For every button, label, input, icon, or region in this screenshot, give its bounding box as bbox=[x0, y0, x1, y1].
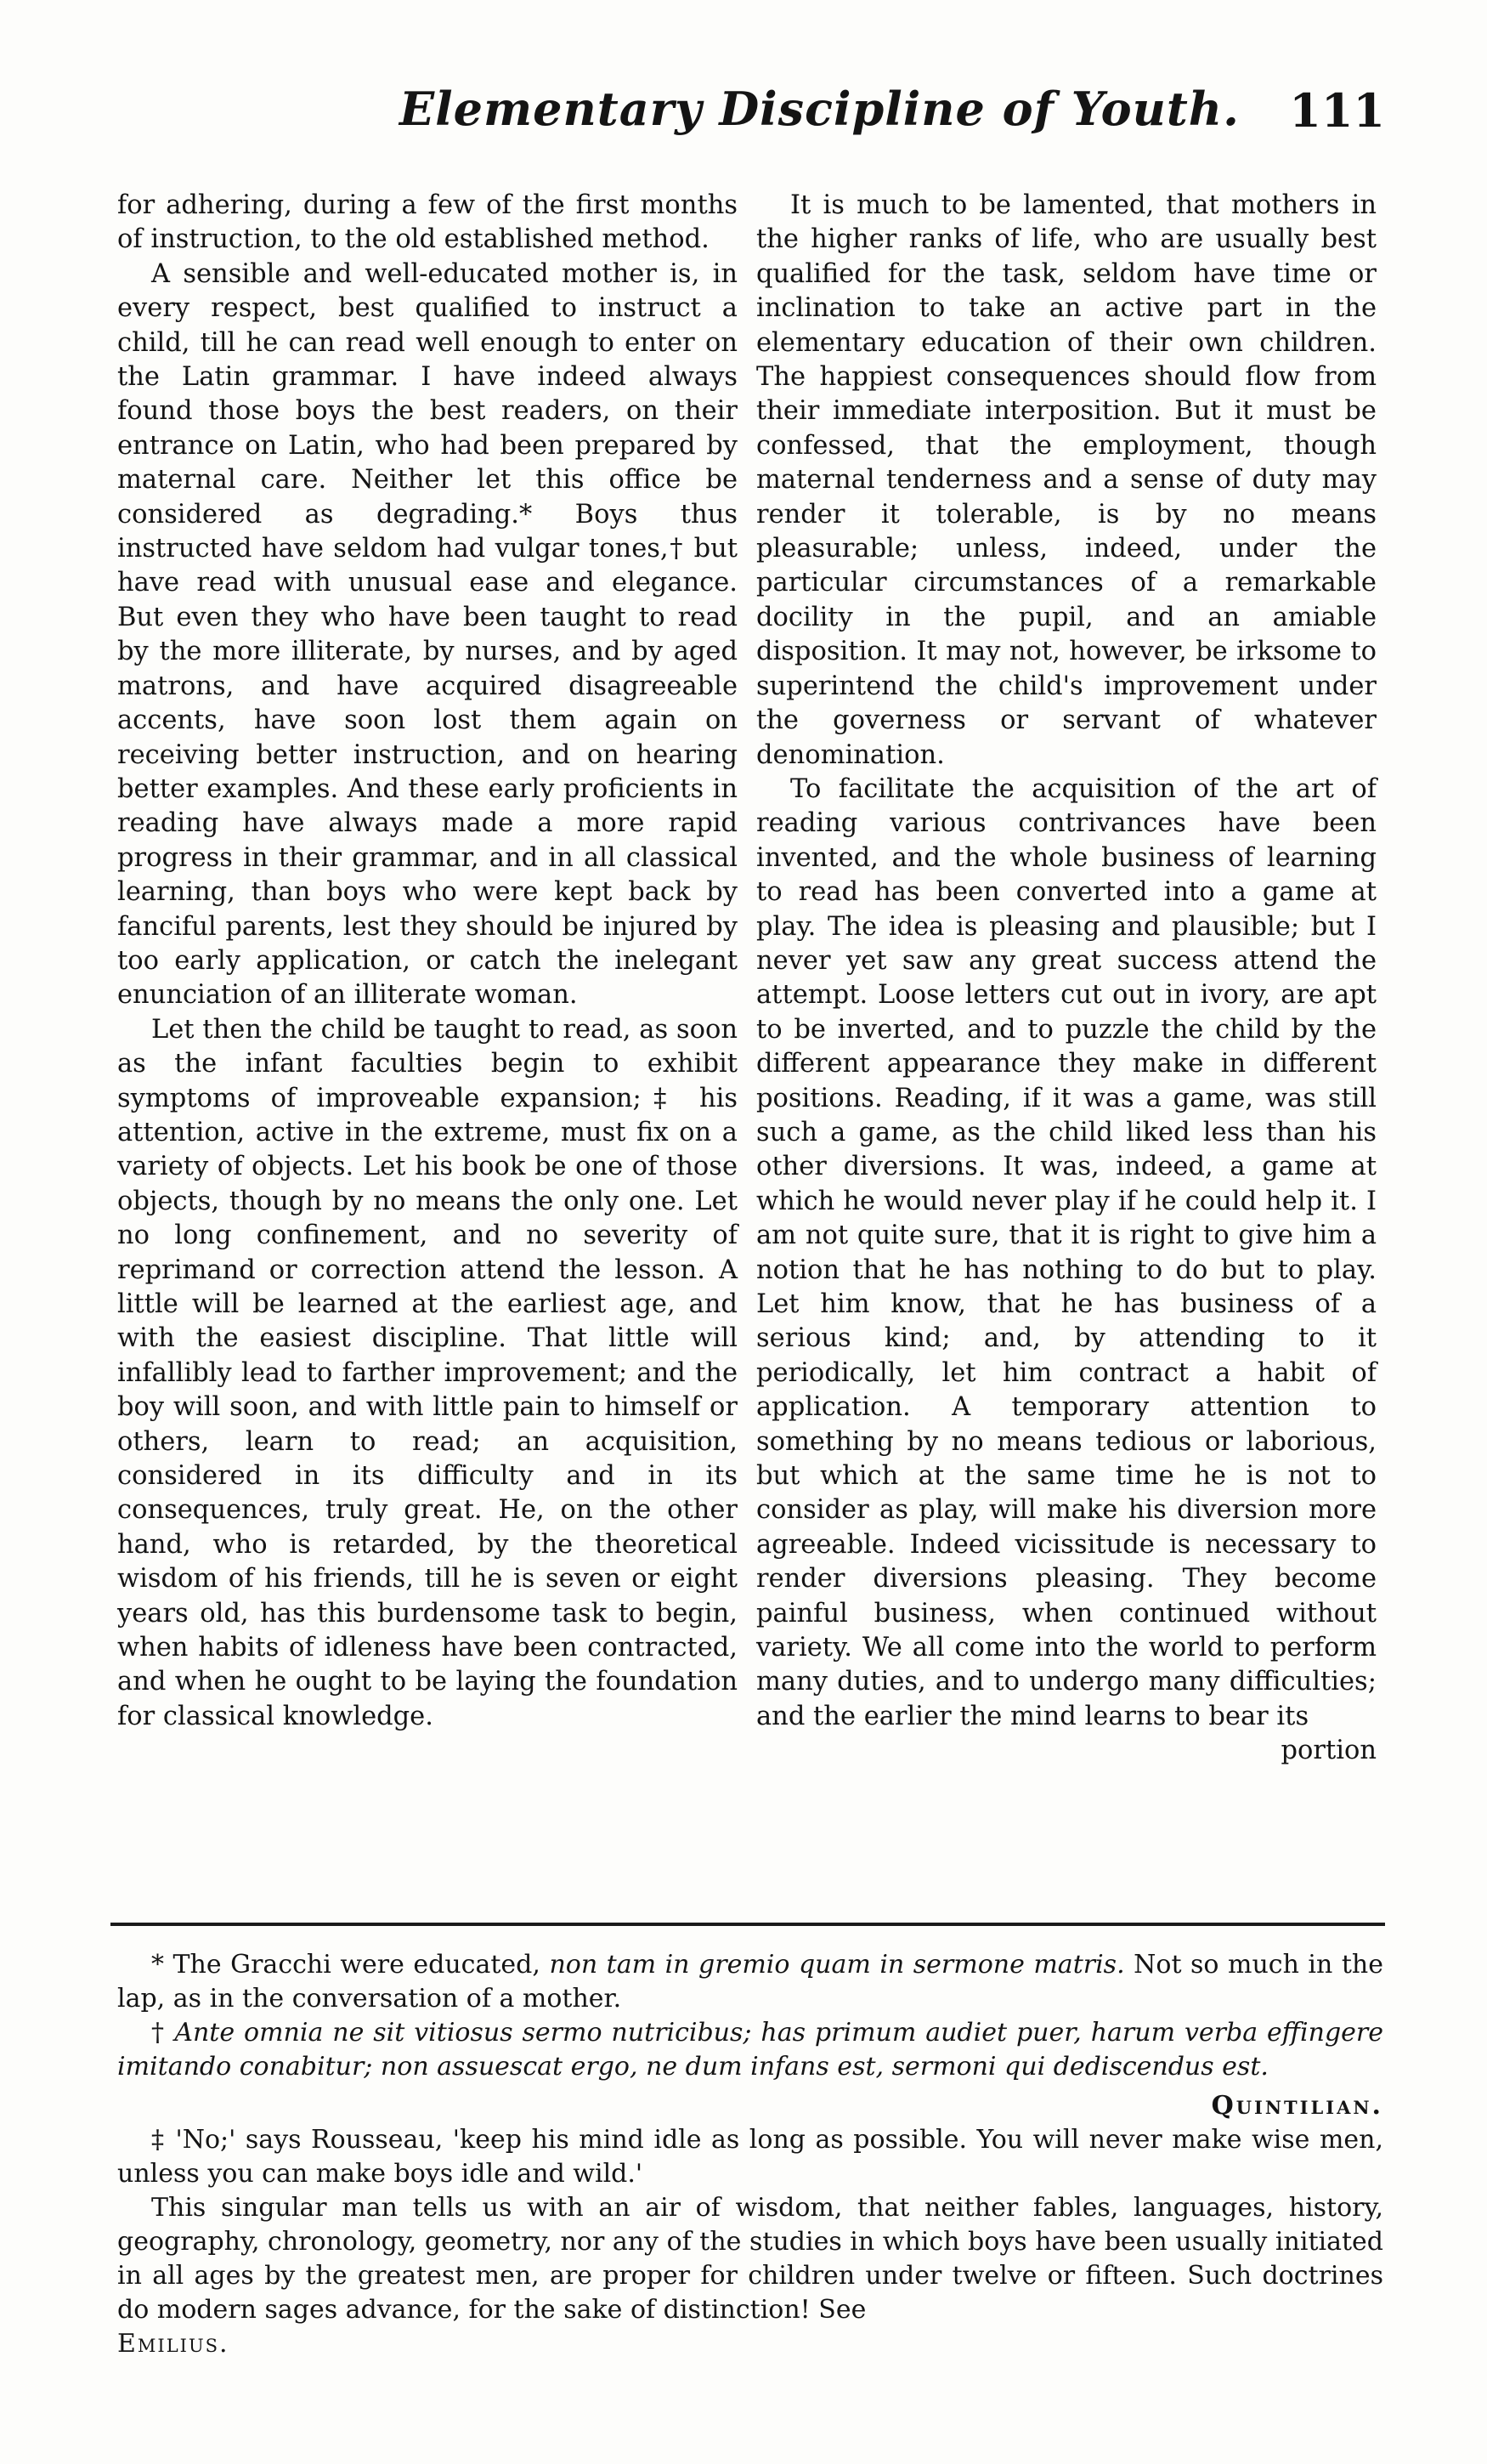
footnote-3: ‡ 'No;' says Rousseau, 'keep his mind idle as long as possible. You will never make wise men, unless you can make boys idle and wild.' bbox=[117, 2125, 1383, 2189]
footnote-1-text: * The Gracchi were educated, bbox=[151, 1950, 550, 1980]
footnote-4-reference: Emilius. bbox=[117, 2329, 229, 2359]
running-title: Elementary Discipline of Youth. bbox=[399, 82, 1240, 136]
footnote-rule bbox=[110, 1923, 1385, 1926]
footnotes bbox=[117, 1948, 1383, 2361]
paragraph: A sensible and well-educated mother is, in every respect, best qualified to instruct a child, till he can read well enough to enter on the Latin grammar. I have indeed always found those boys the best readers, on their entrance on Latin, who had been prepared by maternal care. Neither let this office be considered as degrading.* Boys thus instructed have seldom had vulgar tones,† but have read with unusual ease and elegance. But even they who have been taught to read by the more illiterate, by nurses, and by aged matrons, and have acquired disagreeable accents, have soon lost them again on receiving better instruction, and on hearing better examples. And these early proficients in reading have always made a more rapid progress in their grammar, and in all classical learning, than boys who were kept back by fanciful parents, lest they should be injured by too early application, or catch the inelegant enunciation of an illiterate woman. bbox=[117, 258, 738, 1011]
paragraph: It is much to be lamented, that mothers in the higher ranks of life, who are usually best qualified for the task, seldom have time or inclination to take an active part in the elementary education of their own children. The happiest consequences should flow from their immediate interposition. But it must be confessed, that the employment, though maternal tenderness and a sense of duty may render it tolerable, is by no means pleasurable; unless, indeed, under the particular circumstances of a remarkable docility in the pupil, and an amiable disposition. It may not, however, be irksome to superintend the child's improvement under the governess or servant of whatever denomination. bbox=[756, 190, 1377, 770]
page-number: 111 bbox=[1289, 83, 1385, 138]
footnote-4-text: This singular man tells us with an air of wisdom, that neither fables, languages, history, geography, chronology, geometry, nor any of the studies in which boys have been usually initiated in all ages by the greatest men, are proper for children under twelve or fifteen. Such doctrines do modern sages advance, for the sake of distinction! See bbox=[117, 2193, 1383, 2325]
footnote-1 bbox=[117, 1948, 1383, 2016]
footnote-1-translation: Not so much in the lap, as in the conversation of a mother. bbox=[117, 1950, 1383, 2014]
paragraph: for adhering, during a few of the first months of instruction, to the old established method. bbox=[117, 190, 738, 255]
footnote-2-attribution: Quintilian. bbox=[1211, 2091, 1383, 2121]
footnote-4 bbox=[117, 2191, 1383, 2361]
catchword: portion bbox=[1281, 1736, 1377, 1766]
footnote-2-latin: Ante omnia ne sit vitiosus sermo nutricibus; has primum audiet puer, harum verba effingere imitando conabitur; non assuescat ergo, ne dum infans est, sermoni qui dediscendus est. bbox=[117, 2018, 1383, 2082]
footnote-1-latin: non tam in gremio quam in sermone matris. bbox=[549, 1950, 1125, 1980]
page-header bbox=[110, 82, 1385, 158]
footnote-2 bbox=[117, 2016, 1383, 2084]
footnote-2-mark: † bbox=[151, 2018, 175, 2048]
paragraph: Let then the child be taught to read, as soon as the infant faculties begin to exhibit symptoms of improveable expansion;‡ his attention, active in the extreme, must fix on a variety of objects. Let his book be one of those objects, though by no means the only one. Let no long confinement, and no severity of reprimand or correction attend the lesson. A little will be learned at the earliest age, and with the easiest discipline. That little will infallibly lead to farther improvement; and the boy will soon, and with little pain to himself or others, learn to read; an acquisition, considered in its difficulty and in its consequences, truly great. He, on the other hand, who is retarded, by the theoretical wisdom of his friends, till he is seven or eight years old, has this burdensome task to begin, when habits of idleness have been contracted, and when he ought to be laying the foundation for classical knowledge. bbox=[117, 1014, 738, 1731]
right-column bbox=[756, 189, 1377, 1769]
paragraph: To facilitate the acquisition of the art of reading various contrivances have been invented, and the whole business of learning to read has been converted into a game at play. The idea is pleasing and plausible; but I never yet saw any great success attend the attempt. Loose letters cut out in ivory, are apt to be inverted, and to puzzle the child by the different appearance they make in different positions. Reading, if it was a game, was still such a game, as the child liked less than his other diversions. It was, indeed, a game at which he would never play if he could help it. I am not quite sure, that it is right to give him a notion that he has nothing to do but to play. Let him know, that he has business of a serious kind; and, by attending to it periodically, let him contract a habit of application. A temporary attention to something by no means tedious or laborious, but which at the same time he is not to consider as play, will make his diversion more agreeable. Indeed vicissitude is necessary to render diversions pleasing. They become painful business, when continued without variety. We all come into the world to perform many duties, and to undergo many difficulties; and the earlier the mind learns to bear its bbox=[756, 773, 1377, 1731]
left-column bbox=[117, 189, 738, 1734]
